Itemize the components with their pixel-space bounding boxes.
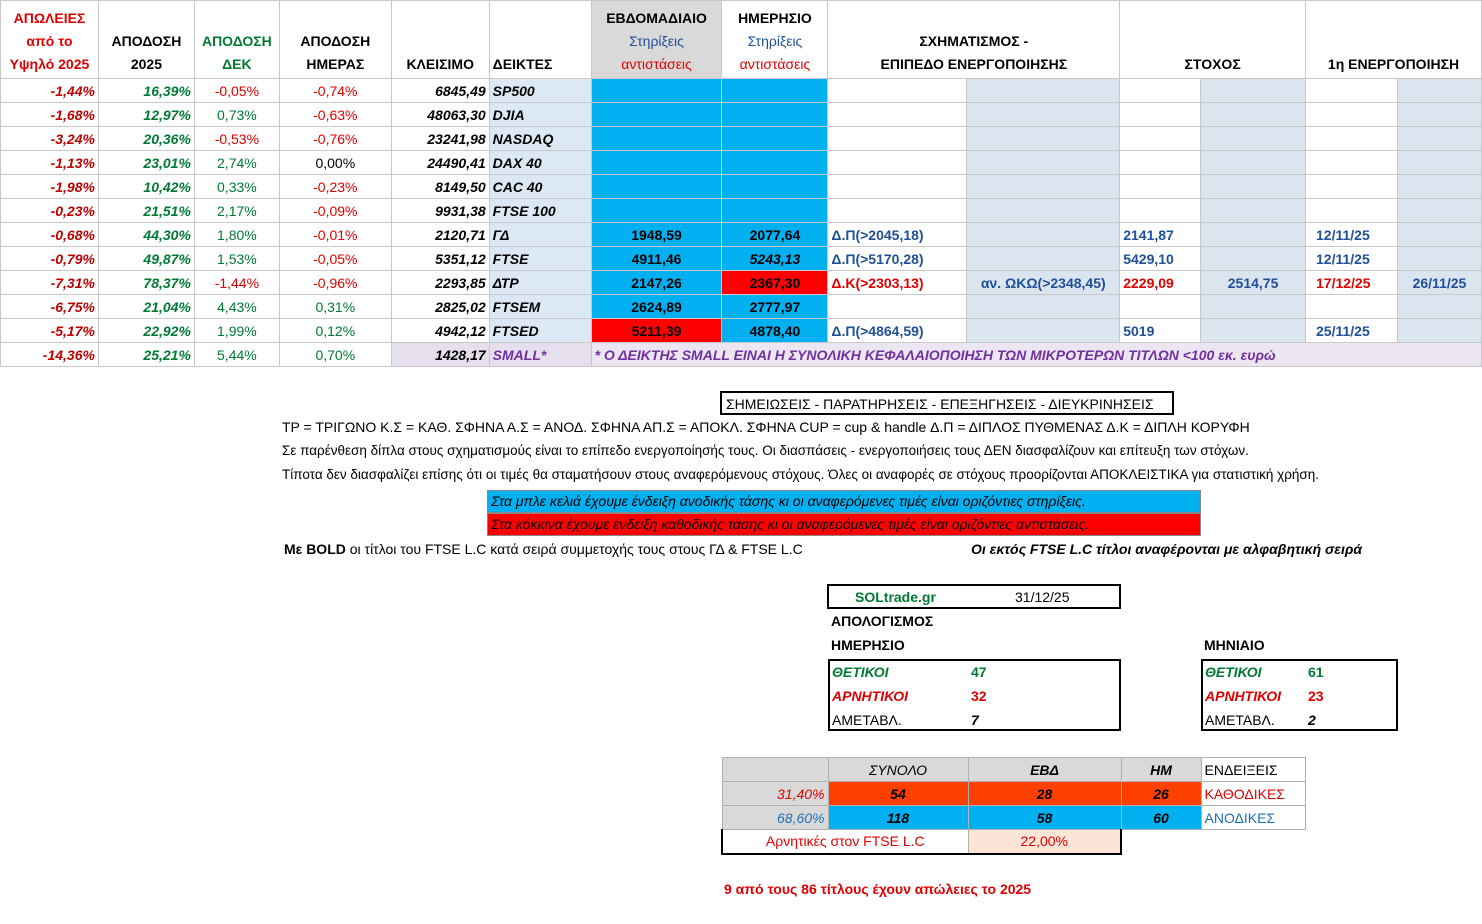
target-extra-cell [1201,295,1306,319]
close-cell: 8149,50 [391,175,489,199]
day-cell: -0,74% [279,79,391,103]
activation-cell [1306,79,1398,103]
pattern-cell [828,151,967,175]
monthly-unch-label: ΑΜΕΤΑΒΛ. [1205,712,1275,728]
down-day: 26 [1121,782,1201,806]
ind-blank-2 [1201,830,1305,854]
header-first-activation: 1η ΕΝΕΡΓΟΠΟΙΗΣΗ [1306,1,1482,79]
index-row [1,271,1482,295]
up-label: ΑΝΟΔΙΚΕΣ [1201,806,1305,830]
index-row [1,127,1482,151]
ind-blank-1 [1121,830,1201,854]
abbreviations-line: ΤΡ = ΤΡΙΓΩΝΟ Κ.Σ = ΚΑΘ. ΣΦΗΝΑ Α.Σ = ΑΝΟΔ. ΣΦΗΝΑ ΑΠ.Σ = ΑΠΟΚΛ. ΣΦΗΝΑ CUP = cup & handle Δ.Π = ΔΙΠΛΟΣ ΠΥΘΜΕΝΑΣ Δ.Κ = ΔΙΠΛΗ ΚΟΡΥΦΗ [282,419,1250,435]
day-cell: -0,01% [279,223,391,247]
day-cell: -0,76% [279,127,391,151]
header-close: ΚΛΕΙΣΙΜΟ [391,1,489,79]
monthly-neg-label: ΑΡΝΗΤΙΚΟΙ [1205,688,1281,704]
daily-neg-value: 32 [971,688,987,704]
daily-level-cell: 5243,13 [722,247,828,271]
pattern-cell [828,79,967,103]
notes-title-box [720,391,1174,415]
pattern-cell [828,103,967,127]
day-cell: 0,12% [279,319,391,343]
loss-cell: -5,17% [1,319,99,343]
close-cell: 4942,12 [391,319,489,343]
loss-cell: -1,98% [1,175,99,199]
pattern-extra-cell: αν. ΩΚΩ(>2348,45) [967,271,1120,295]
close-cell: 6845,49 [391,79,489,103]
daily-pos-label: ΘΕΤΙΚΟΙ [832,664,889,680]
activation-cell: 25/11/25 [1306,319,1398,343]
header-target: ΣΤΟΧΟΣ [1120,1,1306,79]
activation-cell [1306,151,1398,175]
daily-level-cell: 2077,64 [722,223,828,247]
target-cell [1120,127,1201,151]
index-row [1,223,1482,247]
red-legend [487,513,1201,536]
header-pattern: ΣΧΗΜΑΤΙΣΜΟΣ - ΕΠΙΠΕΔΟ ΕΝΕΡΓΟΠΟΙΗΣΗΣ [828,1,1120,79]
target-extra-cell [1201,151,1306,175]
daily-counts-box [828,659,1121,731]
up-week: 58 [968,806,1121,830]
ytd-cell: 44,30% [98,223,194,247]
bold-note [284,541,803,557]
loss-cell: -1,68% [1,103,99,127]
daily-level-cell [722,79,828,103]
daily-label: ΗΜΕΡΗΣΙΟ [831,637,905,653]
summary-date: 31/12/25 [1015,589,1070,605]
target-cell [1120,175,1201,199]
index-row [1,79,1482,103]
index-name-cell: DJIA [489,103,591,127]
loss-cell: -7,31% [1,271,99,295]
weekly-level-cell [591,127,722,151]
close-cell: 2120,71 [391,223,489,247]
up-pct: 68,60% [722,806,828,830]
daily-unch-label: ΑΜΕΤΑΒΛ. [832,712,902,728]
ytd-cell: 25,21% [98,343,194,367]
activation-extra-cell: 26/11/25 [1397,271,1481,295]
header-weekly: ΕΒΔΟΜΑΔΙΑΙΟ Στηρίξεις αντιστάσεις [591,1,722,79]
weekly-level-cell: 2624,89 [591,295,722,319]
ytd-cell: 10,42% [98,175,194,199]
indications-header-row [722,758,1305,782]
up-total: 118 [828,806,968,830]
daily-neg-label: ΑΡΝΗΤΙΚΟΙ [832,688,908,704]
index-row [1,199,1482,223]
indices-table [0,0,1482,367]
target-cell: 5019 [1120,319,1201,343]
weekly-level-cell: 4911,46 [591,247,722,271]
target-extra-cell [1201,79,1306,103]
target-extra-cell [1201,103,1306,127]
day-cell: 0,31% [279,295,391,319]
close-cell: 24490,41 [391,151,489,175]
weekly-level-cell: 2147,26 [591,271,722,295]
target-cell [1120,199,1201,223]
index-row [1,295,1482,319]
blue-legend [487,490,1201,513]
index-name-cell: CAC 40 [489,175,591,199]
activation-cell [1306,199,1398,223]
loss-cell: -0,23% [1,199,99,223]
bold-note-bold: Με BOLD [284,541,346,557]
down-label: ΚΑΘΟΔΙΚΕΣ [1201,782,1305,806]
pattern-extra-cell [967,175,1120,199]
index-name-cell: FTSEM [489,295,591,319]
header-row [1,1,1482,79]
pattern-extra-cell [967,103,1120,127]
loss-cell: -3,24% [1,127,99,151]
pattern-cell: Δ.Π(>5170,28) [828,247,967,271]
close-cell: 1428,17 [391,343,489,367]
day-cell: 0,70% [279,343,391,367]
weekly-level-cell [591,199,722,223]
ind-h-day: ΗΜ [1121,758,1201,782]
index-name-cell: FTSED [489,319,591,343]
daily-pos-value: 47 [971,664,987,680]
target-cell [1120,295,1201,319]
target-extra-cell: 2514,75 [1201,271,1306,295]
activation-cell [1306,103,1398,127]
activation-extra-cell [1397,247,1481,271]
notes-title: ΣΗΜΕΙΩΣΕΙΣ - ΠΑΡΑΤΗΡΗΣΕΙΣ - ΕΠΕΞΗΓΗΣΕΙΣ - ΔΙΕΥΚΡΙΝΗΣΕΙΣ [726,396,1154,412]
dec-cell: 2,17% [194,199,279,223]
monthly-label: ΜΗΝΙΑΙΟ [1204,637,1265,653]
red-legend-text: Στα κόκκινα έχουμε ένδειξη καθοδικής τάσης κι οι αναφερόμενες τιμές είναι οριζόντιες αντιστάσεις. [491,516,1090,532]
indications-up-row [722,806,1305,830]
header-index: ΔΕΙΚΤΕΣ [489,1,591,79]
monthly-pos-value: 61 [1308,664,1324,680]
activation-extra-cell [1397,127,1481,151]
index-name-cell: ΓΔ [489,223,591,247]
loss-cell: -1,44% [1,79,99,103]
dec-cell: 1,53% [194,247,279,271]
pattern-cell [828,127,967,151]
target-extra-cell [1201,199,1306,223]
ind-h-total: ΣΥΝΟΛΟ [828,758,968,782]
close-cell: 23241,98 [391,127,489,151]
index-row [1,247,1482,271]
target-extra-cell [1201,223,1306,247]
index-row [1,151,1482,175]
small-index-note: * Ο ΔΕΙΚΤΗΣ SMALL ΕΙΝΑΙ Η ΣΥΝΟΛΙΚΗ ΚΕΦΑΛΑΙΟΠΟΙΗΣΗ ΤΩΝ ΜΙΚΡΟΤΕΡΩΝ ΤΙΤΛΩΝ <100 εκ. ευρώ [591,343,1481,367]
weekly-level-cell [591,151,722,175]
ytd-cell: 22,92% [98,319,194,343]
day-cell: -0,96% [279,271,391,295]
site-date-box [827,584,1121,609]
notes-line-3: Τίποτα δεν διασφαλίζει επίσης ότι οι τιμές θα σταματήσουν στους αναφερόμενους στόχους. Όλες οι αναφορές σε στόχους προορίζονται ΑΠΟΚΛΕΙΣΤΙΚΑ για στατιστική χρήση. [282,467,1320,482]
target-cell: 5429,10 [1120,247,1201,271]
day-cell: -0,23% [279,175,391,199]
weekly-level-cell [591,79,722,103]
index-row [1,103,1482,127]
activation-extra-cell [1397,103,1481,127]
daily-level-cell [722,151,828,175]
activation-extra-cell [1397,79,1481,103]
target-extra-cell [1201,127,1306,151]
indications-down-row [722,782,1305,806]
indications-neg-row [722,830,1305,854]
header-daily: ΗΜΕΡΗΣΙΟ Στηρίξεις αντιστάσεις [722,1,828,79]
header-dec: ΑΠΟΔΟΣΗ ΔΕΚ [194,1,279,79]
header-ytd: ΑΠΟΔΟΣΗ 2025 [98,1,194,79]
activation-extra-cell [1397,295,1481,319]
daily-unch-value: 7 [971,712,979,728]
index-row [1,319,1482,343]
indications-table [721,757,1306,855]
pattern-cell: Δ.Κ(>2303,13) [828,271,967,295]
activation-extra-cell [1397,199,1481,223]
daily-level-cell: 2777,97 [722,295,828,319]
activation-cell [1306,127,1398,151]
loss-cell: -14,36% [1,343,99,367]
down-pct: 31,40% [722,782,828,806]
summary-title: ΑΠΟΛΟΓΙΣΜΟΣ [831,613,934,629]
ytd-cell: 23,01% [98,151,194,175]
weekly-level-cell: 5211,39 [591,319,722,343]
activation-extra-cell [1397,175,1481,199]
dec-cell: 1,99% [194,319,279,343]
monthly-neg-value: 23 [1308,688,1324,704]
target-extra-cell [1201,175,1306,199]
pattern-extra-cell [967,127,1120,151]
neg-ftse-label: Αρνητικές στον FTSE L.C [722,830,968,854]
index-row [1,175,1482,199]
activation-extra-cell [1397,223,1481,247]
loss-cell: -6,75% [1,295,99,319]
dec-cell: -0,53% [194,127,279,151]
header-day: ΑΠΟΔΟΣΗ ΗΜΕΡΑΣ [279,1,391,79]
pattern-cell [828,199,967,223]
site-name: SOLtrade.gr [855,589,936,605]
target-cell [1120,79,1201,103]
ind-h-empty [722,758,828,782]
pattern-extra-cell [967,199,1120,223]
pattern-cell: Δ.Π(>4864,59) [828,319,967,343]
day-cell: -0,05% [279,247,391,271]
daily-level-cell [722,103,828,127]
day-cell: -0,63% [279,103,391,127]
weekly-level-cell: 1948,59 [591,223,722,247]
target-extra-cell [1201,247,1306,271]
activation-cell: 17/12/25 [1306,271,1398,295]
ytd-cell: 78,37% [98,271,194,295]
ytd-cell: 21,51% [98,199,194,223]
ytd-cell: 16,39% [98,79,194,103]
index-name-cell: FTSE 100 [489,199,591,223]
index-name-cell: FTSE [489,247,591,271]
weekly-level-cell [591,175,722,199]
bold-note-rest: οι τίτλοι του FTSE L.C κατά σειρά συμμετοχής τους στους ΓΔ & FTSE L.C [345,541,803,557]
day-cell: -0,09% [279,199,391,223]
monthly-pos-label: ΘΕΤΙΚΟΙ [1205,664,1262,680]
dec-cell: 4,43% [194,295,279,319]
target-cell [1120,151,1201,175]
daily-level-cell [722,127,828,151]
pattern-extra-cell [967,319,1120,343]
pattern-extra-cell [967,247,1120,271]
target-cell: 2229,09 [1120,271,1201,295]
index-name-cell: ΔΤΡ [489,271,591,295]
index-name-cell: SMALL* [489,343,591,367]
neg-ftse-value: 22,00% [968,830,1121,854]
loss-cell: -1,13% [1,151,99,175]
down-week: 28 [968,782,1121,806]
daily-level-cell [722,199,828,223]
small-row [1,343,1482,367]
down-total: 54 [828,782,968,806]
close-cell: 9931,38 [391,199,489,223]
loss-cell: -0,68% [1,223,99,247]
pattern-extra-cell [967,295,1120,319]
close-cell: 5351,12 [391,247,489,271]
close-cell: 2293,85 [391,271,489,295]
activation-extra-cell [1397,319,1481,343]
index-name-cell: DAX 40 [489,151,591,175]
activation-cell [1306,295,1398,319]
up-day: 60 [1121,806,1201,830]
pattern-extra-cell [967,151,1120,175]
dec-cell: 0,73% [194,103,279,127]
activation-cell: 12/11/25 [1306,223,1398,247]
weekly-level-cell [591,103,722,127]
pattern-extra-cell [967,223,1120,247]
footer-note: 9 από τους 86 τίτλους έχουν απώλειες το 2025 [724,881,1032,897]
blue-legend-text: Στα μπλε κελιά έχουμε ένδειξη ανοδικής τάσης κι οι αναφερόμενες τιμές είναι οριζόντιες στηρίξεις. [491,493,1086,509]
daily-level-cell [722,175,828,199]
ind-h-label: ΕΝΔΕΙΞΕΙΣ [1201,758,1305,782]
target-extra-cell [1201,319,1306,343]
pattern-extra-cell [967,79,1120,103]
ytd-cell: 12,97% [98,103,194,127]
ytd-cell: 49,87% [98,247,194,271]
close-cell: 48063,30 [391,103,489,127]
ytd-cell: 21,04% [98,295,194,319]
close-cell: 2825,02 [391,295,489,319]
activation-cell [1306,175,1398,199]
pattern-cell: Δ.Π(>2045,18) [828,223,967,247]
ytd-cell: 20,36% [98,127,194,151]
dec-cell: -0,05% [194,79,279,103]
dec-cell: -1,44% [194,271,279,295]
pattern-cell [828,295,967,319]
ind-h-week: ΕΒΔ [968,758,1121,782]
activation-extra-cell [1397,151,1481,175]
index-name-cell: NASDAQ [489,127,591,151]
day-cell: 0,00% [279,151,391,175]
monthly-counts-box [1201,659,1398,731]
daily-level-cell: 2367,30 [722,271,828,295]
dec-cell: 2,74% [194,151,279,175]
notes-line-2: Σε παρένθεση δίπλα στους σχηματισμούς είναι το επίπεδο ενεργοποίησής τους. Οι διασπάσεις - ενεργοποιήσεις τους ΔΕΝ διασφαλίζουν και επίτευξη των στόχων. [282,443,1249,458]
dec-cell: 1,80% [194,223,279,247]
daily-level-cell: 4878,40 [722,319,828,343]
target-cell [1120,103,1201,127]
loss-cell: -0,79% [1,247,99,271]
monthly-unch-value: 2 [1308,712,1316,728]
activation-cell: 12/11/25 [1306,247,1398,271]
alpha-note: Οι εκτός FTSE L.C τίτλοι αναφέρονται με αλφαβητική σειρά [971,541,1363,557]
dec-cell: 5,44% [194,343,279,367]
index-name-cell: SP500 [489,79,591,103]
pattern-cell [828,175,967,199]
header-loss: ΑΠΩΛΕΙΕΣ από το Υψηλό 2025 [1,1,99,79]
dec-cell: 0,33% [194,175,279,199]
target-cell: 2141,87 [1120,223,1201,247]
